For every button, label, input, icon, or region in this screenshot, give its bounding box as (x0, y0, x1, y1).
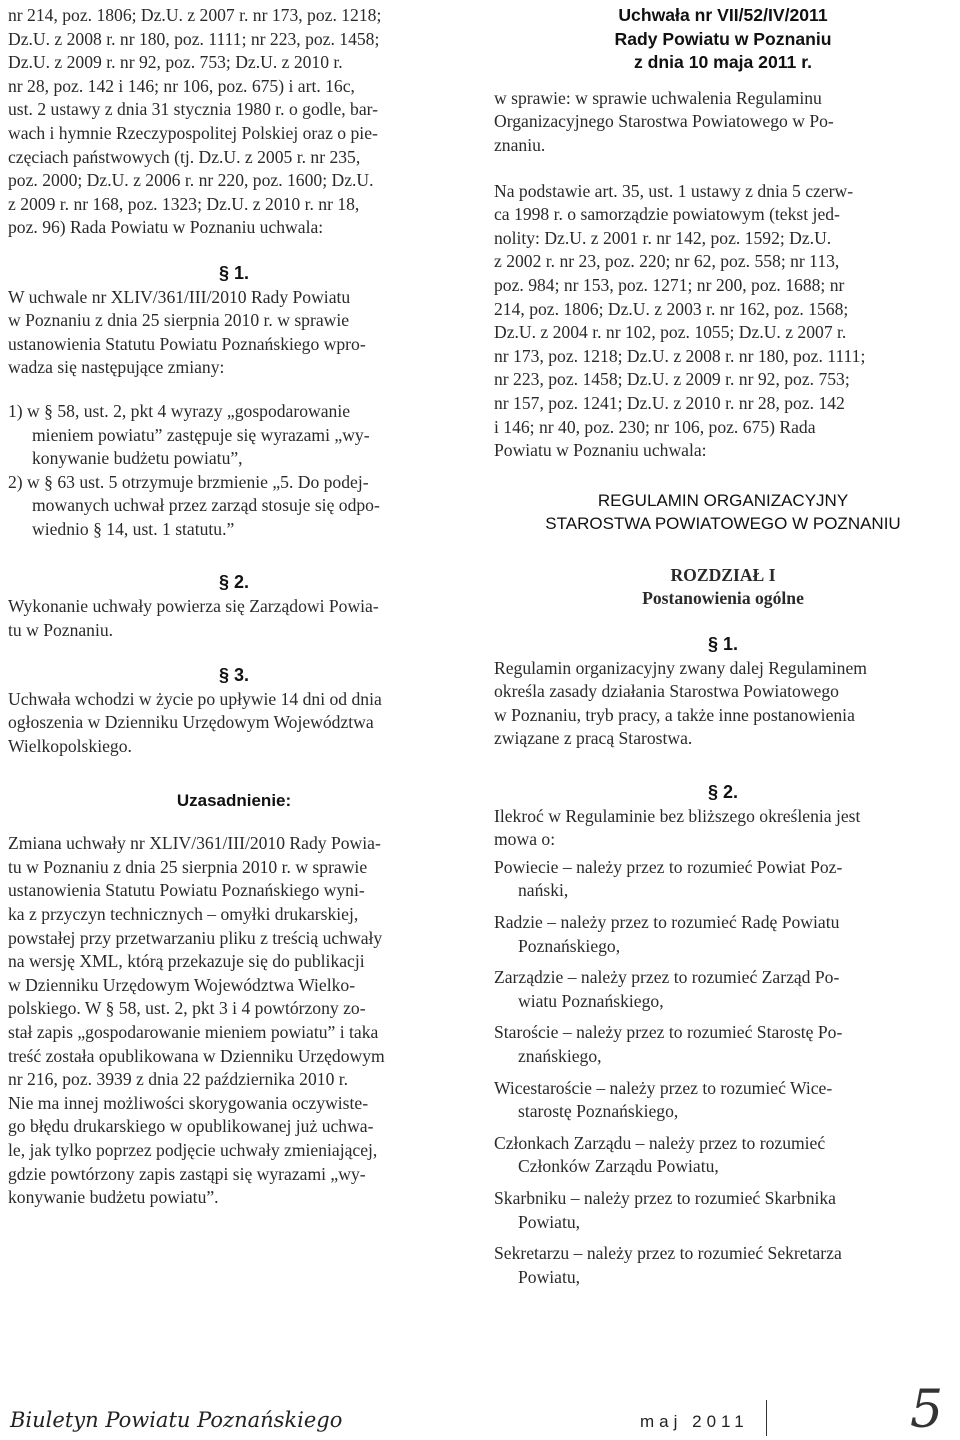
chapter-subheading: Postanowienia ogólne (642, 588, 804, 609)
text-line: Członkach Zarządu – należy przez to rozumieć (494, 1132, 826, 1153)
text-line: Staroście – należy przez to rozumieć Starostę Po- (494, 1022, 843, 1043)
resolution-title (494, 4, 952, 75)
definition-item (494, 1242, 952, 1289)
text-line: mowa o: (494, 829, 556, 850)
text-line: Wicestaroście – należy przez to rozumieć Wice- (494, 1077, 833, 1098)
text-line: Na podstawie art. 35, ust. 1 ustawy z dnia 5 czerw- (494, 180, 854, 201)
section-heading-2: § 2. (707, 782, 739, 803)
text-line: nr 216, poz. 3939 z dnia 22 października 2010 r. (8, 1069, 349, 1090)
text-line: poz. 2000; Dz.U. z 2006 r. nr 220, poz. 1600; Dz.U. (8, 170, 374, 191)
section-2-text (494, 805, 952, 852)
page-number: 5 (910, 1380, 944, 1440)
title-line: Rady Powiatu w Poznaniu (614, 28, 832, 49)
section-heading-2: § 2. (218, 572, 250, 593)
text-line: konywanie budżetu powiatu”, (32, 448, 243, 469)
text-line: Poznańskiego, (518, 935, 621, 956)
publication-title: Biuletyn Powiatu Poznańskiego (10, 1408, 343, 1432)
text-line: Powiecie – należy przez to rozumieć Powiat Poz- (494, 856, 843, 877)
section-1-text (8, 286, 460, 380)
section-heading-1: § 1. (707, 634, 739, 655)
text-line: Organizacyjnego Starostwa Powiatowego w Po- (494, 111, 834, 132)
resolution-subject (494, 87, 952, 158)
text-line: Powiatu, (518, 1211, 581, 1232)
text-line: Dz.U. z 2004 r. nr 102, poz. 1055; Dz.U. z 2007 r. (494, 322, 847, 343)
text-line: tu w Poznaniu z dnia 25 sierpnia 2010 r. w sprawie (8, 856, 368, 877)
text-line: go błędu drukarskiego w opublikowanej już uchwa- (8, 1116, 374, 1137)
definition-item (494, 911, 952, 958)
text-line: związane z pracą Starostwa. (494, 728, 693, 749)
text-line: Regulamin organizacyjny zwany dalej Regulaminem (494, 657, 867, 678)
amendment-item-1 (8, 400, 460, 471)
text-line: nr 157, poz. 1241; Dz.U. z 2010 r. nr 28, poz. 142 (494, 392, 845, 413)
definition-item (494, 1077, 952, 1124)
text-line: Zarządzie – należy przez to rozumieć Zarząd Po- (494, 967, 840, 988)
title-line: z dnia 10 maja 2011 r. (633, 52, 812, 73)
text-line: poz. 96) Rada Powiatu w Poznaniu uchwala: (8, 217, 324, 238)
text-line: w Dzienniku Urzędowym Województwa Wielko- (8, 974, 356, 995)
text-line: Uchwała wchodzi w życie po upływie 14 dni od dnia (8, 688, 382, 709)
text-line: nr 214, poz. 1806; Dz.U. z 2007 r. nr 173, poz. 1218; (8, 5, 382, 25)
text-line: le, jak tylko poprzez podjęcie uchwały zmieniającej, (8, 1139, 378, 1160)
section-heading-3: § 3. (218, 665, 250, 686)
section-3-text (8, 688, 460, 759)
text-line: z 2002 r. nr 23, poz. 220; nr 62, poz. 558; nr 113, (494, 251, 840, 272)
text-line: Powiatu w Poznaniu uchwala: (494, 440, 707, 461)
section-2-text (8, 595, 460, 642)
text-line: Dz.U. z 2008 r. nr 180, poz. 1111; nr 223, poz. 1458; (8, 28, 380, 49)
text-line: znańskiego, (518, 1045, 602, 1066)
text-line: poz. 984; nr 153, poz. 1271; nr 200, poz. 1688; nr (494, 274, 845, 295)
text-line: Zmiana uchwały nr XLIV/361/III/2010 Rady Powia- (8, 833, 381, 854)
footer-divider (766, 1400, 767, 1436)
definitions-list (494, 856, 952, 1290)
text-line: Członków Zarządu Powiatu, (518, 1156, 719, 1177)
text-line: polskiego. W § 58, ust. 2, pkt 3 i 4 powtórzony zo- (8, 998, 366, 1019)
text-line: ogłoszenia w Dzienniku Urzędowym Województwa (8, 712, 374, 733)
title-line: Uchwała nr VII/52/IV/2011 (618, 5, 828, 25)
text-line: wach i hymnie Rzeczypospolitej Polskiej oraz o pie- (8, 122, 378, 143)
right-column (494, 4, 952, 1289)
text-line: mieniem powiatu” zastępuje się wyrazami „wy- (32, 424, 370, 445)
text-line: gdzie powtórzony zapis zastąpi się wyrazami „wy- (8, 1163, 366, 1184)
text-line: Wielkopolskiego. (8, 736, 132, 757)
title-line: STAROSTWA POWIATOWEGO W POZNANIU (545, 514, 901, 534)
justification-paragraph-1 (8, 832, 460, 1092)
text-line: wiatu Poznańskiego, (518, 990, 664, 1011)
text-line: nański, (518, 880, 569, 901)
text-line: nr 223, poz. 1458; Dz.U. z 2009 r. nr 92, poz. 753; (494, 369, 850, 390)
text-line: 2) w § 63 ust. 5 otrzymuje brzmienie „5. Do podej- (8, 471, 369, 492)
text-line: nolity: Dz.U. z 2001 r. nr 142, poz. 1592; Dz.U. (494, 227, 832, 248)
text-line: starostę Poznańskiego, (518, 1101, 679, 1122)
text-line: ustanowienia Statutu Powiatu Poznańskiego wyni- (8, 880, 365, 901)
text-line: na wersję XML, którą przekazuje się do publikacji (8, 951, 365, 972)
title-line: REGULAMIN ORGANIZACYJNY (597, 490, 849, 510)
text-line: Sekretarzu – należy przez to rozumieć Sekretarza (494, 1243, 842, 1264)
left-column (8, 4, 460, 1210)
text-line: określa zasady działania Starostwa Powiatowego (494, 681, 839, 702)
text-line: mowanych uchwał przez zarząd stosuje się odpo- (32, 495, 380, 516)
text-line: ka z przyczyn technicznych – omyłki drukarskiej, (8, 904, 359, 924)
definition-item (494, 1187, 952, 1234)
amendment-item-2 (8, 471, 460, 542)
text-line: Radzie – należy przez to rozumieć Radę Powiatu (494, 912, 840, 932)
text-line: 1) w § 58, ust. 2, pkt 4 wyrazy „gospodarowanie (8, 400, 351, 421)
text-line: nr 173, poz. 1218; Dz.U. z 2008 r. nr 180, poz. 1111; (494, 345, 866, 366)
text-line: w sprawie: w sprawie uchwalenia Regulaminu (494, 87, 822, 108)
text-line: wadza się następujące zmiany: (8, 357, 225, 378)
text-line: z 2009 r. nr 168, poz. 1323; Dz.U. z 2010 r. nr 18, (8, 193, 360, 214)
definition-item (494, 966, 952, 1013)
section-1-text (494, 657, 952, 751)
text-line: treść została opublikowana w Dzienniku Urzędowym (8, 1045, 385, 1066)
text-line: w Poznaniu z dnia 25 sierpnia 2010 r. w sprawie (8, 310, 350, 331)
text-line: Wykonanie uchwały powierza się Zarządowi Powia- (8, 596, 379, 617)
definition-item (494, 1021, 952, 1068)
intro-paragraph (8, 4, 460, 240)
text-line: ust. 2 ustawy z dnia 31 stycznia 1980 r. o godle, bar- (8, 99, 379, 120)
page-footer (0, 1380, 960, 1440)
text-line: Dz.U. z 2009 r. nr 92, poz. 753; Dz.U. z 2010 r. (8, 52, 343, 73)
text-line: Skarbniku – należy przez to rozumieć Skarbnika (494, 1187, 836, 1208)
text-line: stał zapis „gospodarowanie mieniem powiatu” i taka (8, 1021, 379, 1042)
legal-basis (494, 180, 952, 463)
section-heading-1: § 1. (218, 262, 250, 283)
text-line: w Poznaniu, tryb pracy, a także inne postanowienia (494, 704, 855, 725)
definition-item (494, 1132, 952, 1179)
issue-date: maj 2011 (640, 1412, 749, 1431)
justification-paragraph-2 (8, 1092, 460, 1210)
text-line: tu w Poznaniu. (8, 619, 114, 640)
definition-item (494, 856, 952, 903)
text-line: częciach państwowych (tj. Dz.U. z 2005 r. nr 235, (8, 146, 361, 167)
text-line: znaniu. (494, 134, 546, 155)
regulation-title (494, 489, 952, 536)
text-line: ustanowienia Statutu Powiatu Poznańskiego wpro- (8, 333, 366, 354)
text-line: Ilekroć w Regulaminie bez bliższego określenia jest (494, 805, 861, 826)
text-line: ca 1998 r. o samorządzie powiatowym (tekst jed- (494, 204, 840, 225)
text-line: W uchwale nr XLIV/361/III/2010 Rady Powiatu (8, 286, 351, 307)
text-line: konywanie budżetu powiatu”. (8, 1187, 219, 1208)
text-line: i 146; nr 40, poz. 230; nr 106, poz. 675) Rada (494, 416, 816, 437)
text-line: 214, poz. 1806; Dz.U. z 2003 r. nr 162, poz. 1568; (494, 298, 849, 319)
text-line: Nie ma innej możliwości skorygowania oczywiste- (8, 1092, 369, 1113)
chapter-heading: ROZDZIAŁ I (670, 564, 776, 585)
justification-heading: Uzasadnienie: (176, 790, 292, 810)
text-line: powstałej przy przetwarzaniu pliku z treścią uchwały (8, 927, 383, 948)
text-line: nr 28, poz. 142 i 146; nr 106, poz. 675) i art. 16c, (8, 75, 355, 96)
text-line: wiednio § 14, ust. 1 statutu.” (32, 518, 235, 539)
text-line: Powiatu, (518, 1266, 581, 1287)
